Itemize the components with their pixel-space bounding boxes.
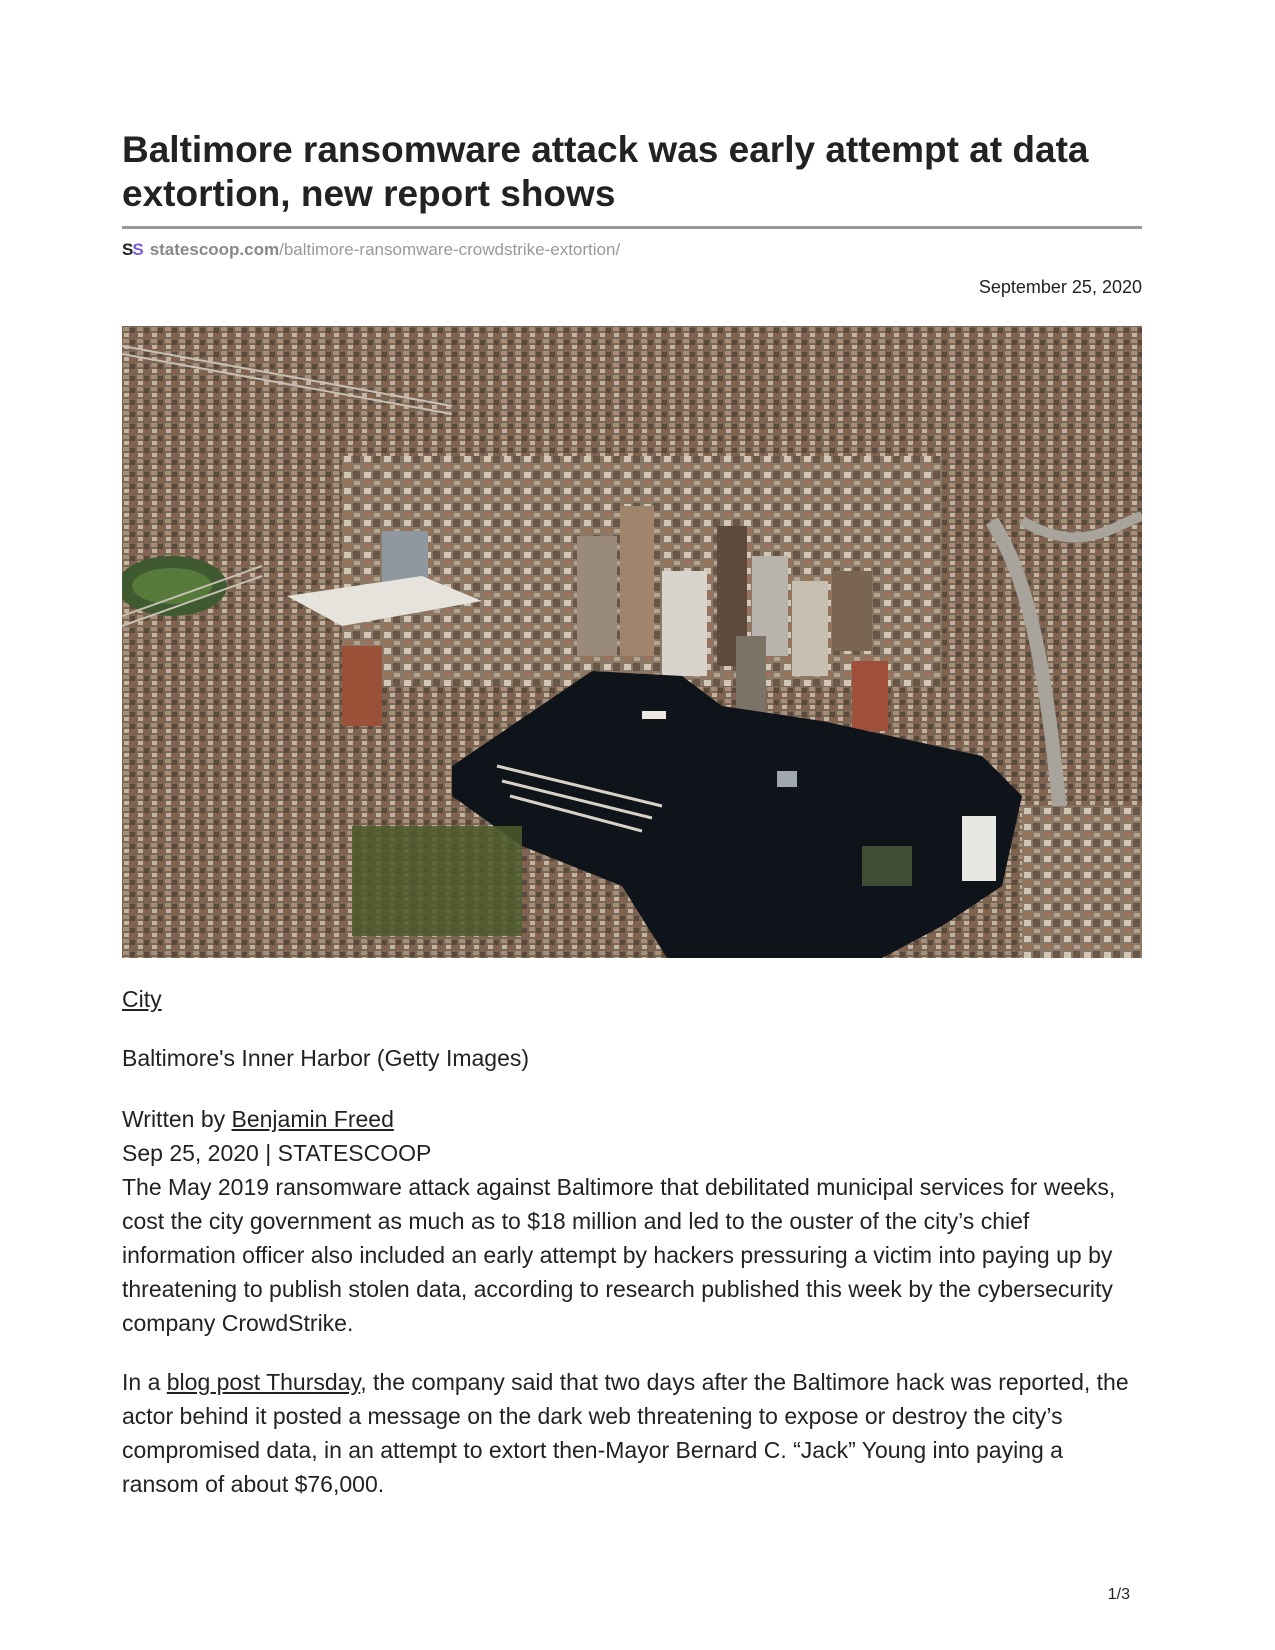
source-domain[interactable]: statescoop.com bbox=[149, 240, 280, 259]
article-paragraph-1: The May 2019 ransomware attack against Baltimore that debilitated municipal services for weeks, cost the city government as much as to $18 million and led to the ouster of the city’s chief information officer also included an early attempt by hackers pressuring a victim into paying up by threatening to publish stolen data, according to research published this week by the cybersecurity company CrowdStrike. bbox=[122, 1174, 1116, 1336]
image-caption: Baltimore's Inner Harbor (Getty Images) bbox=[122, 1045, 530, 1071]
title-divider bbox=[122, 226, 1142, 229]
author-line bbox=[122, 1102, 431, 1136]
author-link[interactable]: Benjamin Freed bbox=[231, 1106, 394, 1132]
hero-image bbox=[122, 326, 1142, 958]
source-line[interactable] bbox=[122, 238, 620, 262]
dateline: Sep 25, 2020 | STATESCOOP bbox=[122, 1140, 432, 1166]
aerial-city-photo-icon bbox=[122, 326, 1142, 958]
page-number: 1/3 bbox=[1107, 1586, 1130, 1603]
byline-prefix: Written by bbox=[122, 1106, 232, 1132]
paragraph-2-suffix: , the company said that two days after the Baltimore hack was reported, the actor behind it posted a message on the dark web threatening to expose or destroy the city’s compromised data, in an attempt to extort then-Mayor Bernard C. “Jack” Young into paying a ransom of about $76,000. bbox=[122, 1369, 1129, 1497]
article-title: Baltimore ransomware attack was early attempt at data extortion, new report shows bbox=[122, 129, 1089, 214]
category-link-city[interactable]: City bbox=[122, 986, 162, 1012]
byline bbox=[122, 1102, 431, 1170]
blog-post-link[interactable]: blog post Thursday bbox=[166, 1369, 361, 1395]
article-paragraph-2 bbox=[122, 1365, 1132, 1501]
statescoop-logo-icon: SS bbox=[122, 240, 143, 259]
paragraph-2-prefix: In a bbox=[122, 1369, 167, 1395]
source-path[interactable]: /baltimore-ransomware-crowdstrike-extortion/ bbox=[279, 240, 621, 259]
publish-date: September 25, 2020 bbox=[978, 277, 1142, 297]
